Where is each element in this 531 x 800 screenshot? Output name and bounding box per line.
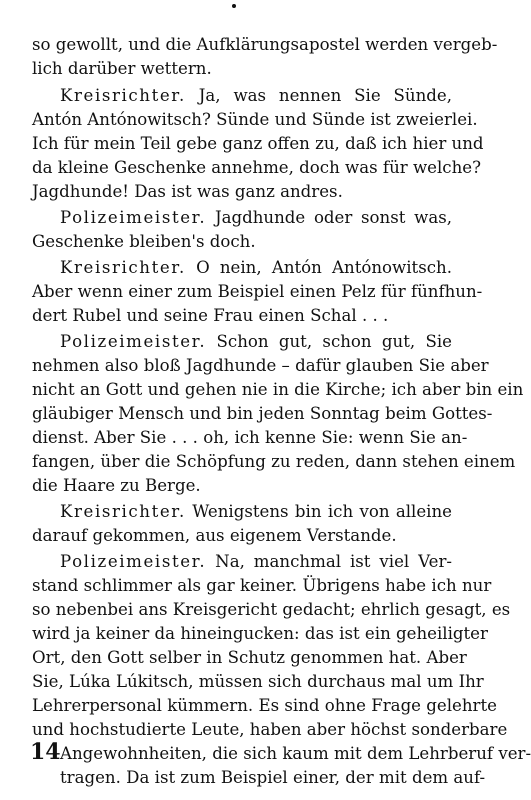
speaker-name: Polizeimeister.: [60, 208, 207, 227]
text-line: darauf gekommen, aus eigenem Verstande.: [32, 526, 397, 545]
speaker-name: Polizeimeister.: [60, 332, 207, 351]
text-line: stand schlimmer als gar keiner. Übrigens habe ich nur: [32, 576, 492, 595]
speaker-name: Kreisrichter.: [60, 86, 186, 105]
text-line: Sie, Lúka Lúkitsch, müssen sich durchaus mal um Ihr: [32, 672, 484, 691]
text-line: tragen. Da ist zum Beispiel einer, der mit dem auf-: [60, 768, 486, 787]
dialogue-line: Kreisrichter. Ja, was nennen Sie Sünde,: [60, 86, 452, 105]
text-line: Aber wenn einer zum Beispiel einen Pelz für fünfhun-: [32, 282, 483, 301]
speaker-name: Kreisrichter.: [60, 502, 186, 521]
text-line: Lehrerpersonal kümmern. Es sind ohne Frage gelehrte: [32, 696, 497, 715]
dialogue-line: Kreisrichter. Wenigstens bin ich von alleine: [60, 502, 452, 521]
dialogue-line: Polizeimeister. Jagdhunde oder sonst was,: [60, 208, 452, 227]
text-line: Angewohnheiten, die sich kaum mit dem Lehrberuf ver-: [60, 744, 531, 763]
text-line: Ort, den Gott selber in Schutz genommen hat. Aber: [32, 648, 467, 667]
text-line: gläubiger Mensch und bin jeden Sonntag beim Gottes-: [32, 404, 493, 423]
text-line: so gewollt, und die Aufklärungsapostel werden vergeb-: [32, 35, 498, 54]
text-line: die Haare zu Berge.: [32, 476, 201, 495]
dialogue-line: Kreisrichter. O nein, Antón Antónowitsch.: [60, 258, 452, 277]
text-line: Ich für mein Teil gebe ganz offen zu, daß ich hier und: [32, 134, 484, 153]
page-number: 14: [30, 739, 61, 765]
text-line: dienst. Aber Sie . . . oh, ich kenne Sie: wenn Sie an-: [32, 428, 468, 447]
text-line: Jagdhunde! Das ist was ganz andres.: [32, 182, 343, 201]
text-line: da kleine Geschenke annehme, doch was für welche?: [32, 158, 481, 177]
text-line: so nebenbei ans Kreisgericht gedacht; ehrlich gesagt, es: [32, 600, 511, 619]
text-line: fangen, über die Schöpfung zu reden, dann stehen einem: [32, 452, 516, 471]
text-line: Antón Antónowitsch? Sünde und Sünde ist zweierlei.: [32, 110, 478, 129]
text-line: wird ja keiner da hineingucken: das ist ein geheiligter: [32, 624, 488, 643]
speaker-name: Kreisrichter.: [60, 258, 186, 277]
dialogue-line: Polizeimeister. Na, manchmal ist viel Ver-: [60, 552, 452, 571]
dialogue-line: Polizeimeister. Schon gut, schon gut, Sie: [60, 332, 452, 351]
ink-dot: [232, 4, 236, 8]
text-line: und hochstudierte Leute, haben aber höchst sonderbare: [32, 720, 508, 739]
text-line: lich darüber wettern.: [32, 59, 212, 78]
speaker-name: Polizeimeister.: [60, 552, 207, 571]
text-line: nehmen also bloß Jagdhunde – dafür glauben Sie aber: [32, 356, 489, 375]
text-line: nicht an Gott und gehen nie in die Kirche; ich aber bin ein: [32, 380, 524, 399]
text-line: dert Rubel und seine Frau einen Schal . . .: [32, 306, 389, 325]
text-line: Geschenke bleiben's doch.: [32, 232, 256, 251]
